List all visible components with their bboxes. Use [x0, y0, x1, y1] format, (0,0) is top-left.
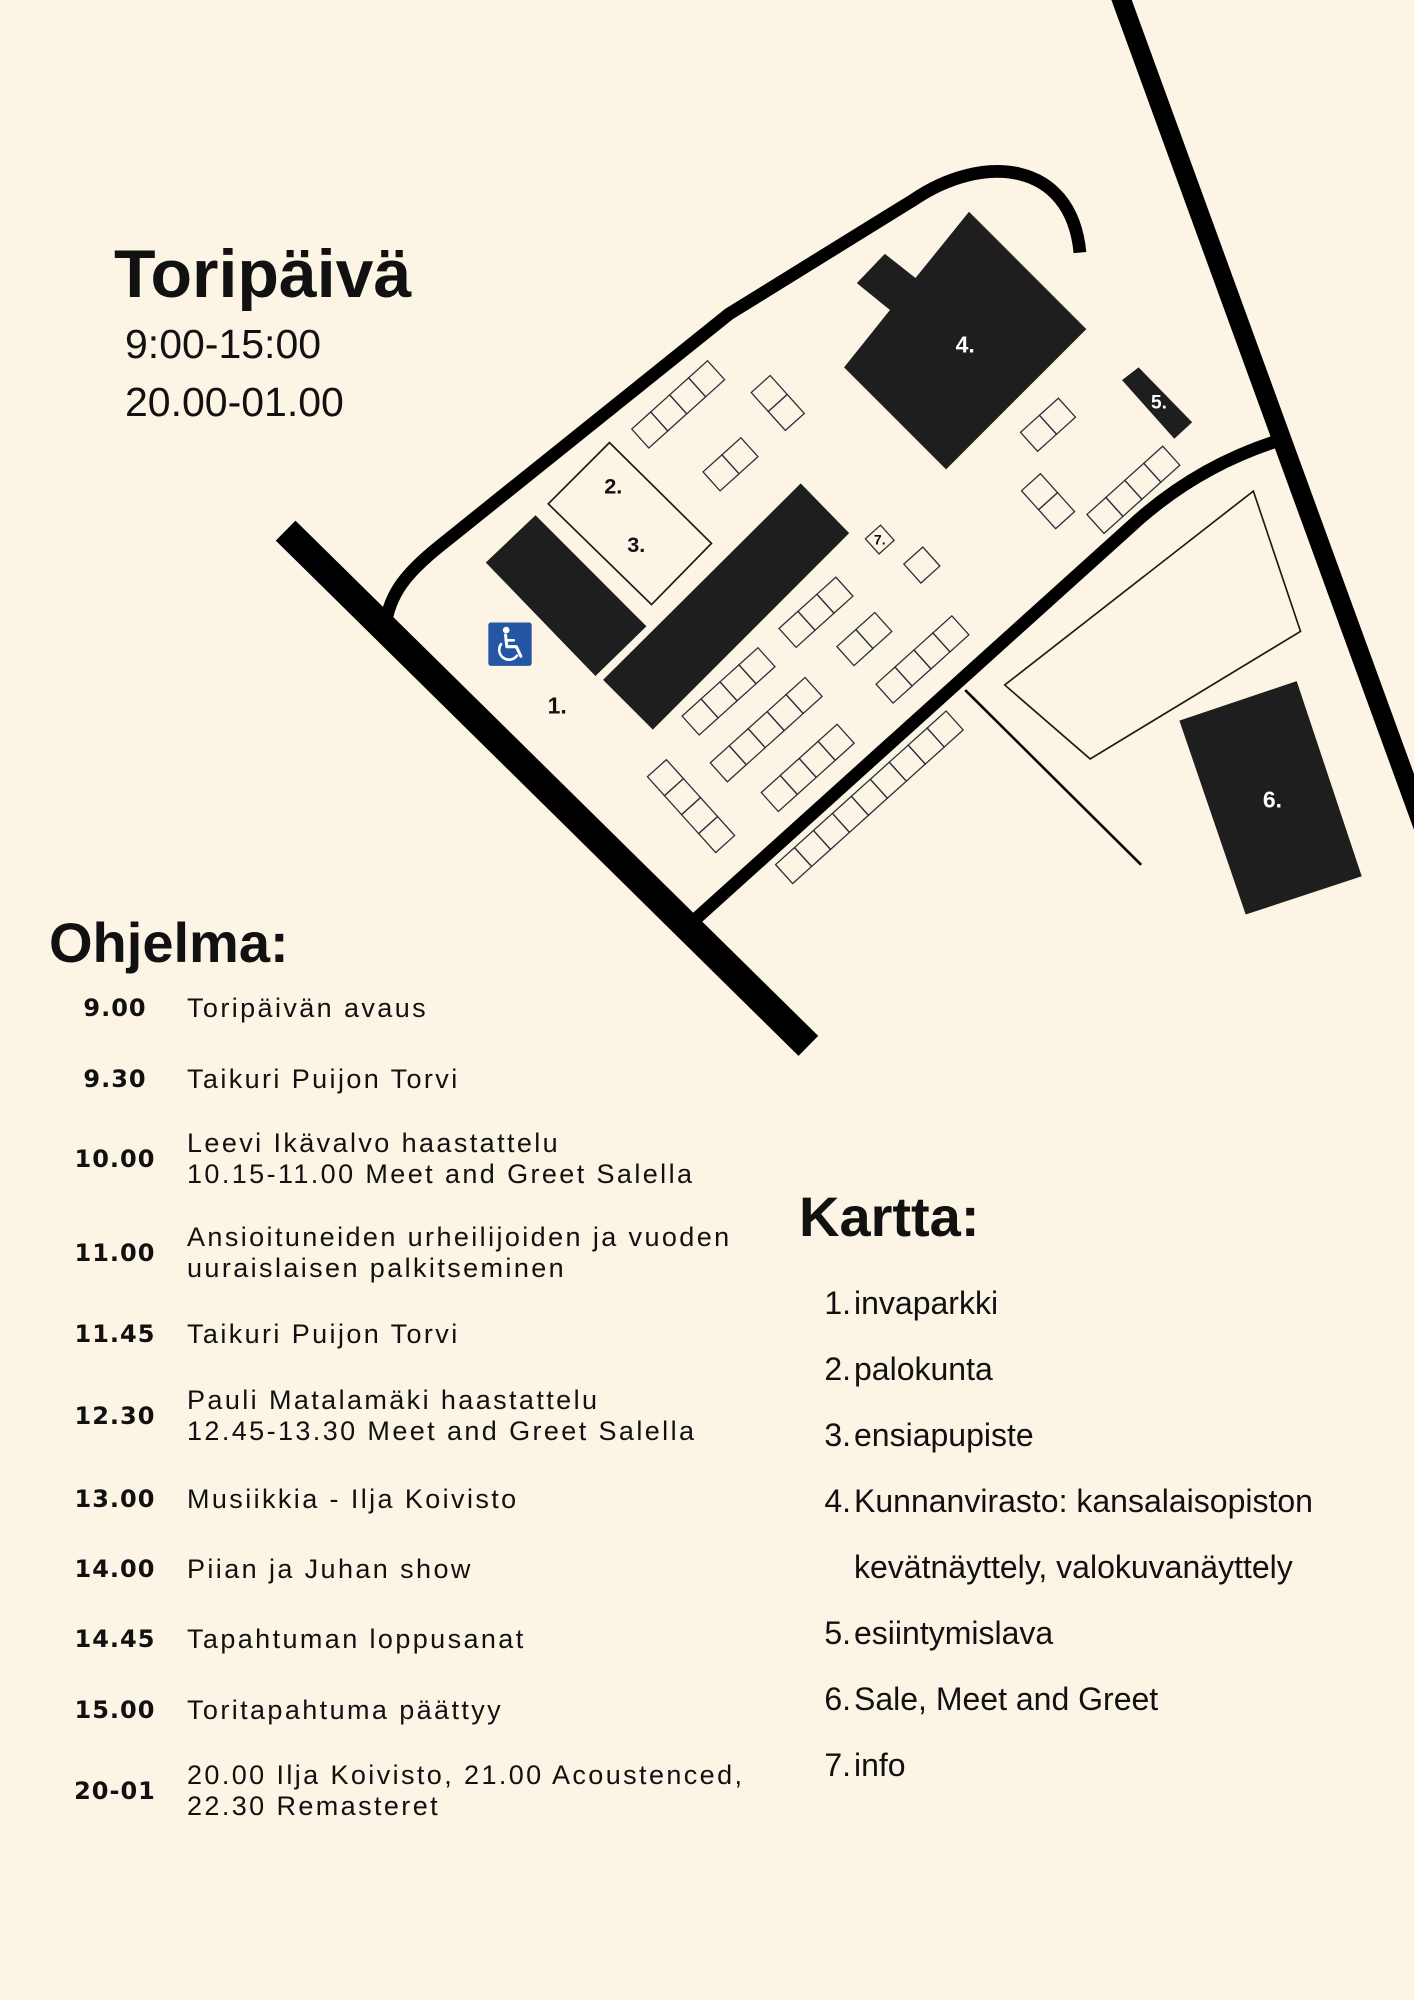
program-description-line: Leevi Ikävalvo haastattelu: [187, 1128, 561, 1158]
market-stall: [1022, 474, 1058, 510]
market-stall: [914, 633, 950, 669]
program-description: [187, 1624, 526, 1655]
program-description: [187, 1695, 503, 1726]
program-item: [0, 1468, 780, 1530]
legend-item: [800, 1732, 1380, 1798]
market-stall: [767, 695, 803, 731]
market-stall: [779, 611, 815, 647]
map-marker-meet-and-greet: 6.: [1262, 786, 1283, 813]
program-time: 14.00: [74, 1555, 156, 1583]
program-time: 20-01: [74, 1777, 156, 1805]
market-stall: [689, 361, 725, 397]
legend-number: 7.: [824, 1747, 851, 1783]
program-description-line: Piian ja Juhan show: [187, 1553, 473, 1584]
market-stall: [720, 665, 756, 701]
program-description: [187, 1128, 694, 1190]
legend-label: [854, 1666, 1158, 1732]
program-item: [0, 1303, 780, 1365]
program-description-line: Ansioituneiden urheilijoiden ja vuoden: [187, 1222, 732, 1252]
program-time: 13.00: [74, 1485, 156, 1513]
market-stall: [889, 745, 925, 781]
map-marker-palokunta: 2.: [604, 473, 623, 499]
program-time: 11.00: [74, 1239, 156, 1267]
program-description: [187, 1385, 696, 1447]
legend-label-line: ensiapupiste: [854, 1417, 1034, 1453]
market-stall: [933, 616, 969, 652]
market-stall: [786, 677, 822, 713]
market-stall: [780, 758, 816, 794]
market-stall: [748, 712, 784, 748]
legend-label-line: info: [854, 1747, 906, 1783]
legend-item: [800, 1402, 1380, 1468]
map-legend-heading: Kartta:: [799, 1185, 980, 1248]
market-stall: [817, 577, 853, 613]
legend-label-line: invaparkki: [854, 1285, 999, 1321]
legend-label: [854, 1336, 993, 1402]
market-stall: [761, 775, 797, 811]
market-stall: [818, 724, 854, 760]
market-stall: [856, 612, 892, 648]
market-stall: [1087, 497, 1123, 533]
legend-number: 5.: [824, 1615, 851, 1651]
program-item: [0, 1679, 780, 1741]
market-stall: [895, 650, 931, 686]
program-description: [187, 1484, 519, 1515]
market-stall: [837, 630, 873, 666]
program-description-line: 10.15-11.00 Meet and Greet Salella: [187, 1159, 695, 1189]
program-description: [187, 1064, 460, 1095]
legend-label-line: Kunnanvirasto: kansalaisopiston: [854, 1483, 1313, 1519]
market-stall: [1020, 415, 1056, 451]
opening-hours-evening: 20.00-01.00: [125, 379, 344, 425]
program-description-line: Musiikkia - Ilja Koivisto: [187, 1483, 519, 1514]
market-stall: [703, 455, 739, 491]
market-stall: [670, 378, 706, 414]
program-item: [0, 1760, 780, 1822]
market-stall: [832, 796, 868, 832]
program-time: 15.00: [74, 1696, 156, 1724]
poster-title: Toripäivä: [114, 236, 412, 312]
market-stall: [739, 648, 775, 684]
program-time: 10.00: [74, 1145, 156, 1173]
market-stall: [870, 762, 906, 798]
program-description: [187, 1760, 744, 1822]
legend-number: 3.: [824, 1417, 851, 1453]
market-stall: [908, 728, 944, 764]
market-stall: [751, 375, 787, 411]
program-description: [187, 1222, 732, 1284]
building-long: [603, 483, 849, 729]
legend-item: [800, 1666, 1380, 1732]
program-description-line: 20.00 Ilja Koivisto, 21.00 Acoustenced,: [187, 1760, 745, 1790]
market-stall: [647, 760, 683, 796]
map-marker-invaparkki: 1.: [547, 692, 567, 719]
market-stall: [1106, 480, 1142, 516]
market-stall: [701, 682, 737, 718]
market-stall: [851, 779, 887, 815]
market-stall: [651, 395, 687, 431]
program-time: 11.45: [74, 1320, 156, 1348]
market-stall: [876, 667, 912, 703]
program-description-line: Taikuri Puijon Torvi: [187, 1318, 460, 1349]
market-stall: [768, 394, 804, 430]
legend-label: [854, 1270, 998, 1336]
map-marker-kunnanvirasto: 4.: [955, 331, 975, 358]
map-marker-ensiapupiste: 3.: [627, 532, 646, 558]
legend-number: 4.: [824, 1483, 851, 1519]
program-description-line: Toripäivän avaus: [187, 992, 429, 1023]
legend-label: [854, 1402, 1034, 1468]
program-item: [0, 1385, 780, 1447]
legend-number: 2.: [824, 1351, 851, 1387]
program-item: [0, 977, 780, 1039]
market-stall: [699, 817, 735, 853]
wheelchair-icon: [488, 622, 531, 665]
legend-label-line: palokunta: [854, 1351, 993, 1387]
market-stall: [927, 711, 963, 747]
map-marker-esiintymislava: 5.: [1151, 392, 1167, 414]
legend-item: [800, 1270, 1380, 1336]
market-stall: [710, 746, 746, 782]
legend-item: [800, 1600, 1380, 1666]
market-stall: [664, 779, 700, 815]
footpath-line: [965, 690, 1141, 865]
program-item: [0, 1128, 780, 1190]
market-stall: [682, 798, 718, 834]
program-description: [187, 1554, 473, 1585]
legend-label: [854, 1732, 906, 1798]
legend-label-line: esiintymislava: [854, 1615, 1054, 1651]
program-time: 14.45: [74, 1625, 156, 1653]
program-description: [187, 993, 428, 1024]
market-stall: [799, 741, 835, 777]
program-description-line: Tapahtuman loppusanat: [187, 1623, 526, 1654]
legend-label-line: kevätnäyttely, valokuvanäyttely: [854, 1549, 1293, 1585]
legend-label: [854, 1600, 1053, 1666]
market-stall: [1144, 446, 1180, 482]
program-item: [0, 1222, 780, 1284]
market-stall: [1125, 463, 1161, 499]
map-marker-info: 7.: [873, 531, 886, 548]
market-stall: [729, 729, 765, 765]
program-time: 9.30: [83, 1065, 147, 1093]
program-item: [0, 1608, 780, 1670]
program-item: [0, 1538, 780, 1600]
program-description-line: Toritapahtuma päättyy: [187, 1694, 504, 1725]
market-stall: [813, 813, 849, 849]
legend-item: [800, 1336, 1380, 1402]
legend-label-line: Sale, Meet and Greet: [854, 1681, 1159, 1717]
program-description-line: Taikuri Puijon Torvi: [187, 1063, 460, 1094]
legend-number: 6.: [824, 1681, 851, 1717]
market-stall: [1039, 493, 1075, 529]
opening-hours-day: 9:00-15:00: [125, 321, 322, 367]
program-time: 12.30: [74, 1402, 156, 1430]
legend-number: 1.: [824, 1285, 851, 1321]
market-stall: [722, 438, 758, 474]
market-stall: [795, 830, 831, 866]
program-heading: Ohjelma:: [49, 911, 289, 974]
market-stall: [776, 848, 812, 884]
market-stall: [798, 594, 834, 630]
legend-item: [800, 1468, 1380, 1600]
opening-hours: [125, 315, 344, 431]
program-description-line: 22.30 Remasteret: [187, 1791, 441, 1821]
program-item: [0, 1048, 780, 1110]
legend-label: [854, 1468, 1313, 1600]
program-time: 9.00: [83, 994, 147, 1022]
program-description-line: Pauli Matalamäki haastattelu: [187, 1385, 600, 1415]
program-description-line: 12.45-13.30 Meet and Greet Salella: [187, 1416, 697, 1446]
market-stall: [1039, 398, 1075, 434]
market-stall: [904, 547, 940, 583]
market-stall: [632, 412, 668, 448]
map-legend: [800, 1270, 1380, 1798]
program-description: [187, 1319, 460, 1350]
market-stall: [682, 699, 718, 735]
program-description-line: uuraislaisen palkitseminen: [187, 1253, 567, 1283]
